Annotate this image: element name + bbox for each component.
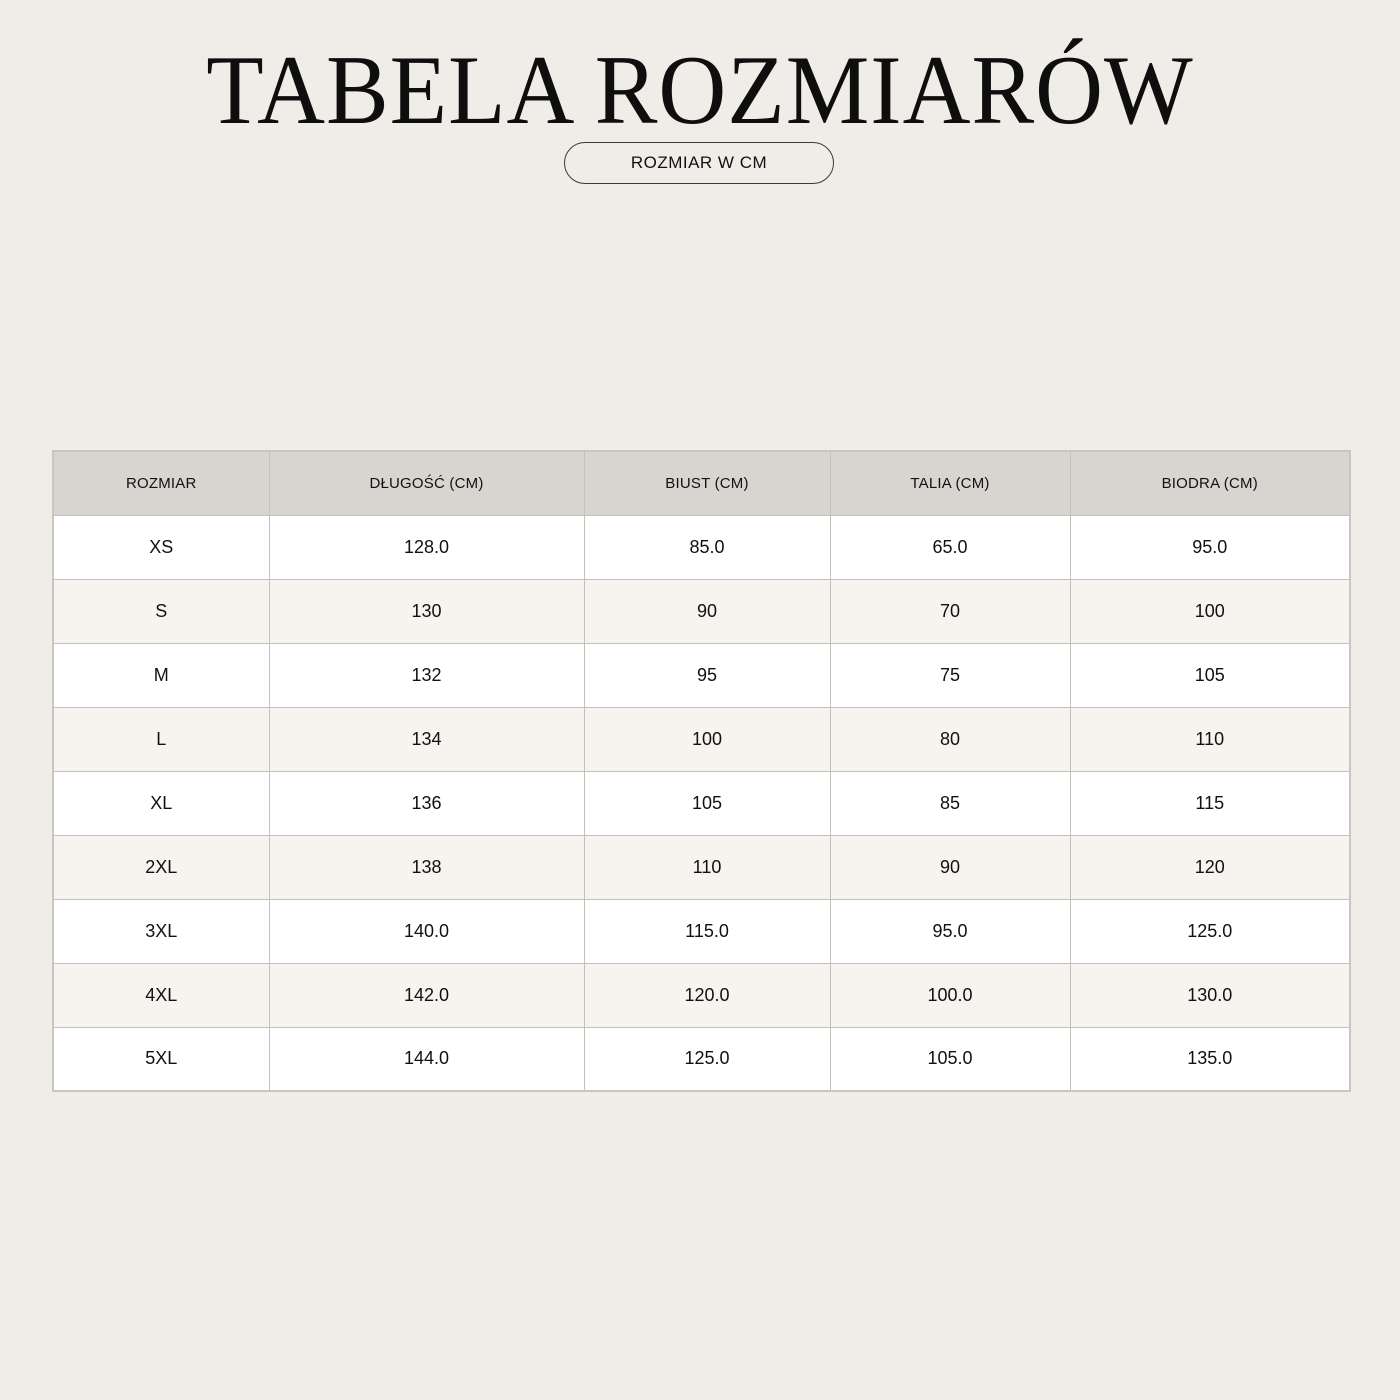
table-row (53, 899, 1350, 963)
cell-hips: 135.0 (1070, 1027, 1350, 1091)
cell-length: 128.0 (269, 515, 584, 579)
cell-size: 3XL (53, 899, 269, 963)
cell-hips: 95.0 (1070, 515, 1350, 579)
cell-length: 140.0 (269, 899, 584, 963)
cell-bust: 125.0 (584, 1027, 830, 1091)
table-row (53, 771, 1350, 835)
cell-waist: 85 (830, 771, 1070, 835)
cell-size: S (53, 579, 269, 643)
cell-bust: 115.0 (584, 899, 830, 963)
cell-bust: 95 (584, 643, 830, 707)
header-waist: TALIA (CM) (830, 451, 1070, 515)
header-size: ROZMIAR (53, 451, 269, 515)
table-row (53, 643, 1350, 707)
header-bust: BIUST (CM) (584, 451, 830, 515)
cell-waist: 90 (830, 835, 1070, 899)
cell-bust: 85.0 (584, 515, 830, 579)
page-title: TABELA ROZMIARÓW (206, 35, 1194, 146)
header-length: DŁUGOŚĆ (CM) (269, 451, 584, 515)
table-row (53, 1027, 1350, 1091)
cell-waist: 100.0 (830, 963, 1070, 1027)
cell-hips: 115 (1070, 771, 1350, 835)
cell-hips: 120 (1070, 835, 1350, 899)
cell-size: XS (53, 515, 269, 579)
cell-waist: 65.0 (830, 515, 1070, 579)
size-table (52, 450, 1351, 1092)
cell-length: 136 (269, 771, 584, 835)
table-header-row (53, 451, 1350, 515)
cell-bust: 100 (584, 707, 830, 771)
cell-length: 144.0 (269, 1027, 584, 1091)
cell-waist: 95.0 (830, 899, 1070, 963)
cell-length: 142.0 (269, 963, 584, 1027)
cell-size: 2XL (53, 835, 269, 899)
table-row (53, 707, 1350, 771)
cell-waist: 70 (830, 579, 1070, 643)
cell-size: 4XL (53, 963, 269, 1027)
cell-bust: 90 (584, 579, 830, 643)
cell-size: XL (53, 771, 269, 835)
unit-badge: ROZMIAR W CM (564, 142, 834, 184)
cell-length: 130 (269, 579, 584, 643)
cell-bust: 110 (584, 835, 830, 899)
table-row (53, 963, 1350, 1027)
table-row (53, 515, 1350, 579)
cell-size: 5XL (53, 1027, 269, 1091)
cell-waist: 80 (830, 707, 1070, 771)
header-hips: BIODRA (CM) (1070, 451, 1350, 515)
table-row (53, 835, 1350, 899)
cell-bust: 105 (584, 771, 830, 835)
cell-hips: 100 (1070, 579, 1350, 643)
cell-length: 132 (269, 643, 584, 707)
cell-length: 138 (269, 835, 584, 899)
table-row (53, 579, 1350, 643)
cell-hips: 110 (1070, 707, 1350, 771)
cell-hips: 105 (1070, 643, 1350, 707)
cell-hips: 130.0 (1070, 963, 1350, 1027)
cell-length: 134 (269, 707, 584, 771)
cell-size: L (53, 707, 269, 771)
cell-waist: 75 (830, 643, 1070, 707)
cell-hips: 125.0 (1070, 899, 1350, 963)
cell-waist: 105.0 (830, 1027, 1070, 1091)
cell-bust: 120.0 (584, 963, 830, 1027)
cell-size: M (53, 643, 269, 707)
